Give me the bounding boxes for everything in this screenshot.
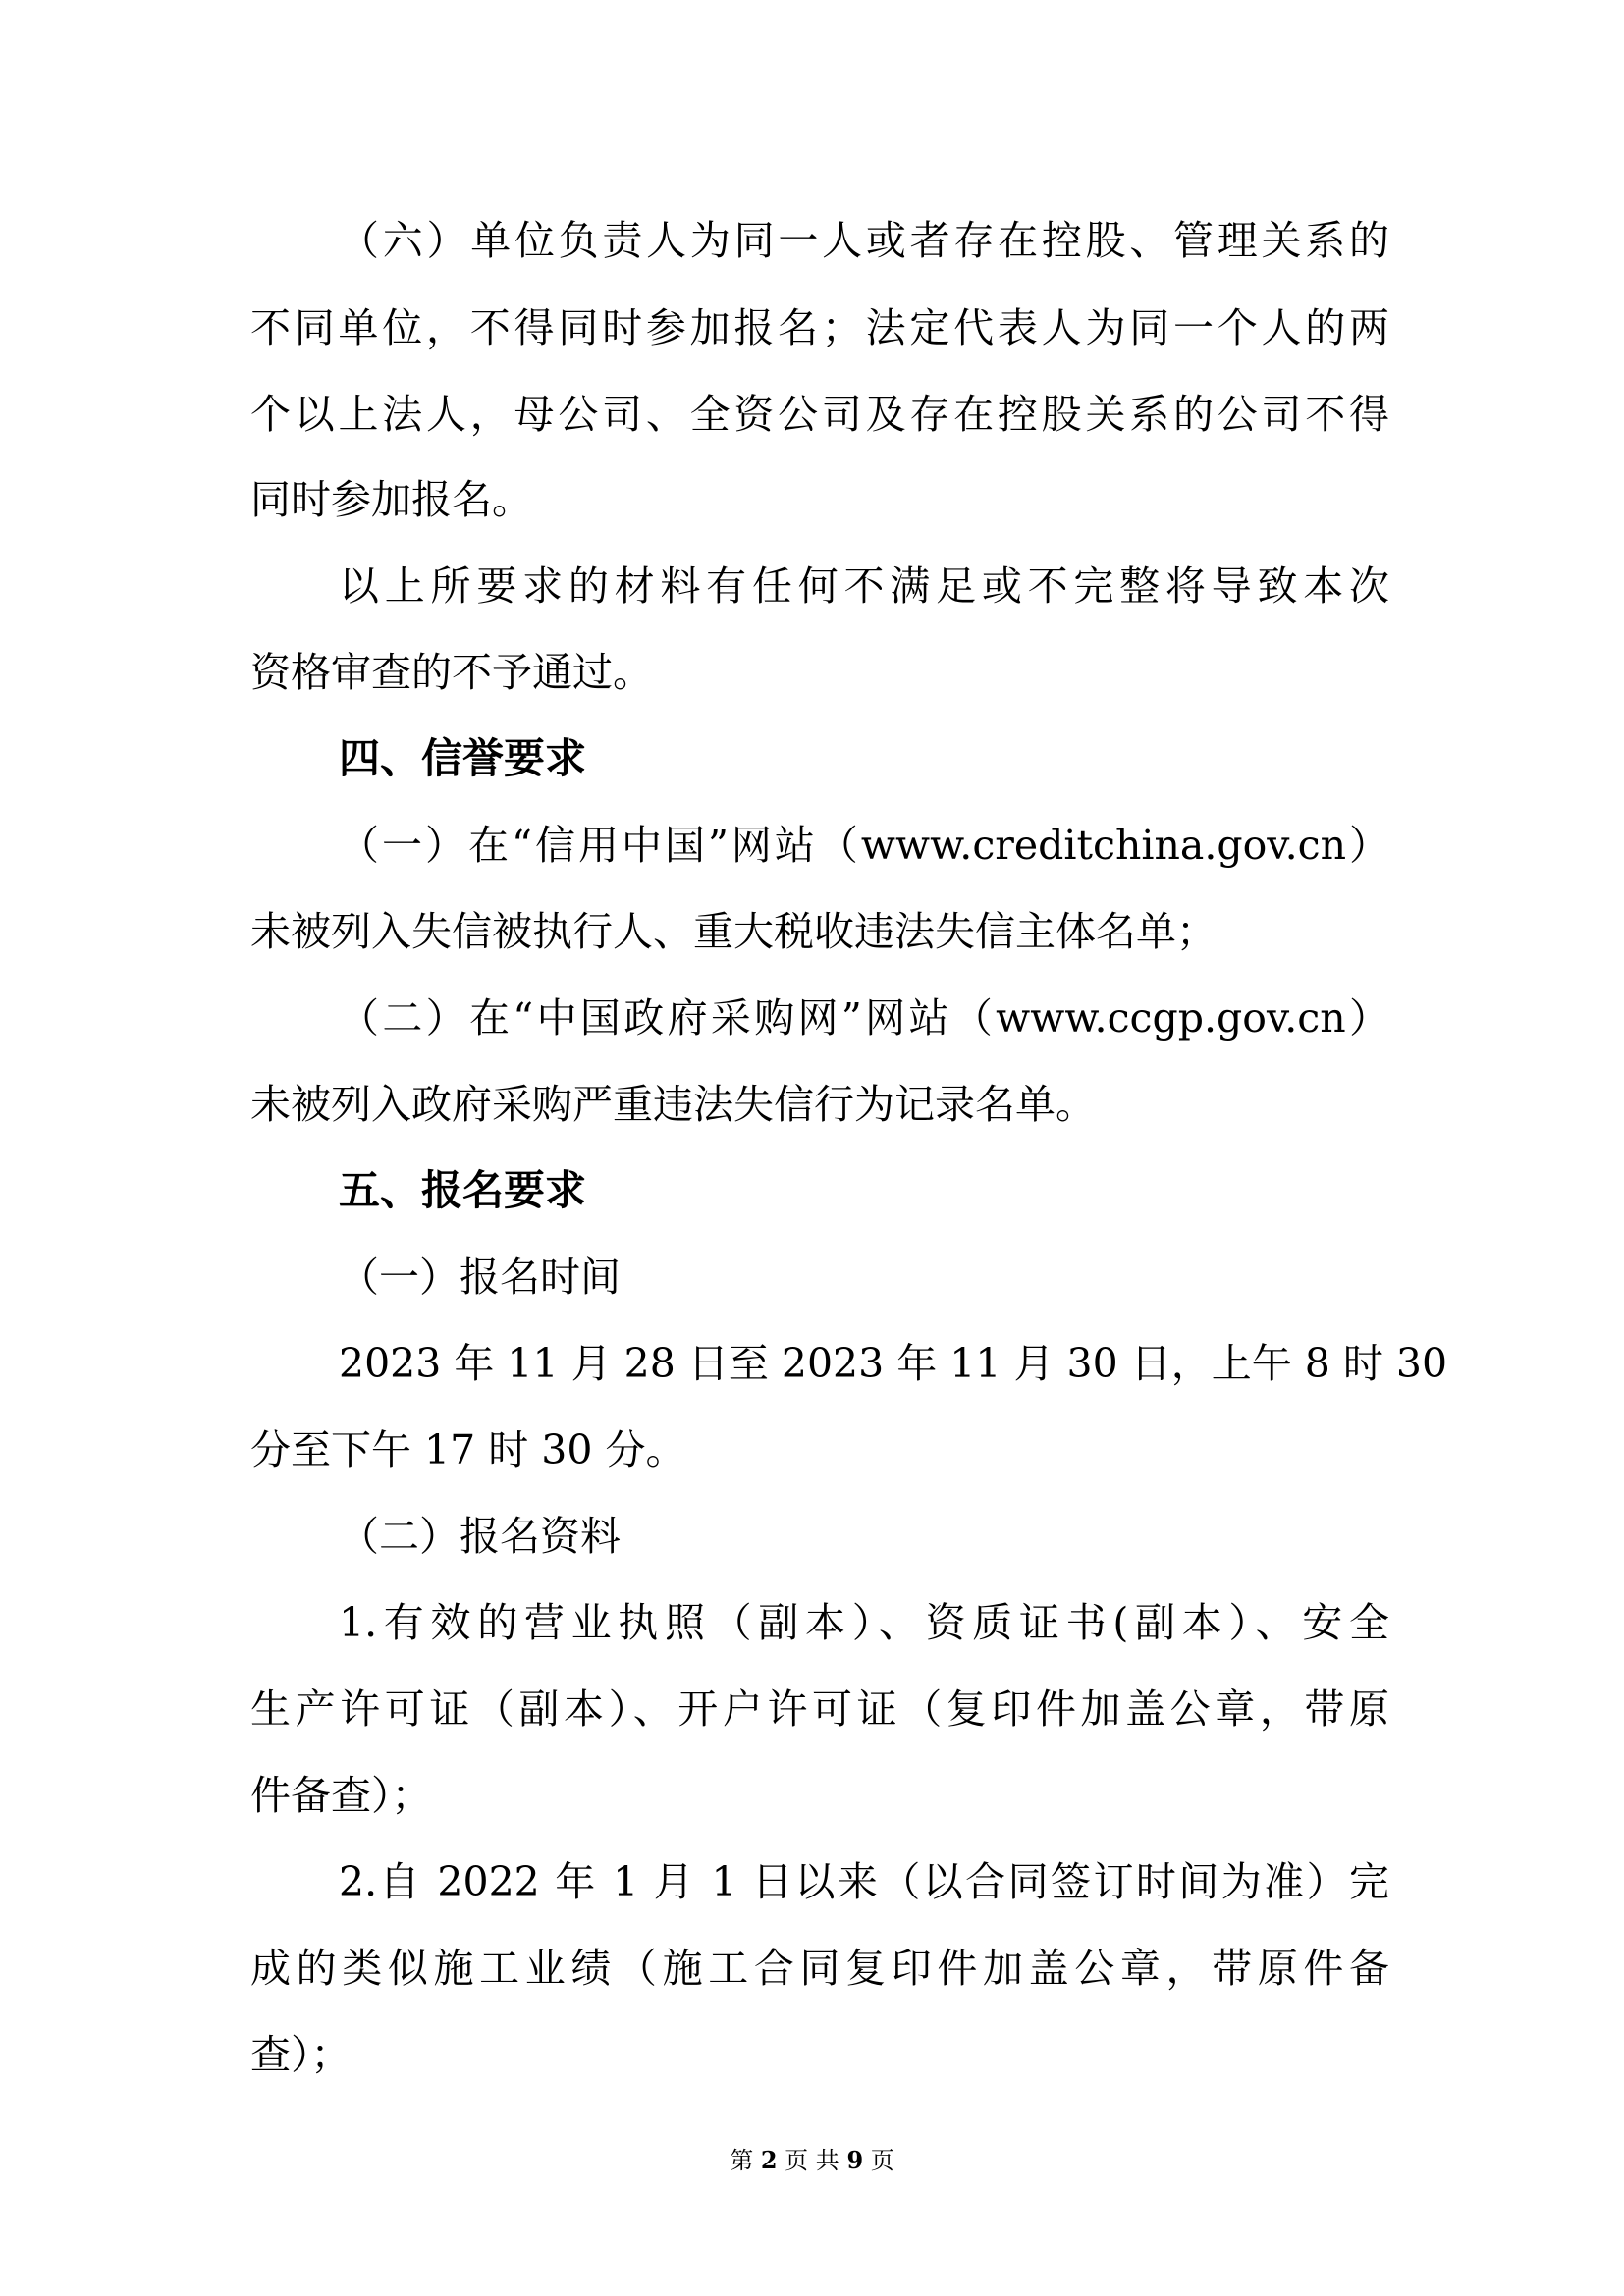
section-4-item-1-line-2: 未被列入失信被执行人、重大税收违法失信主体名单； <box>250 908 1217 955</box>
materials-item-2-line-2: 成的类似施工业绩（施工合同复印件加盖公章，带原件备 <box>250 1945 1389 1992</box>
materials-item-2-line-1: 2.自 2022 年 1 月 1 日以来（以合同签订时间为准）完 <box>339 1858 1389 1905</box>
paragraph-6-line-1: （六）单位负责人为同一人或者存在控股、管理关系的 <box>339 217 1389 264</box>
footer-suffix: 页 <box>870 2147 894 2174</box>
section-4-item-2-line-2: 未被列入政府采购严重违法失信行为记录名单。 <box>250 1081 1096 1128</box>
registration-time-line-2: 分至下午 17 时 30 分。 <box>250 1426 686 1473</box>
paragraph-6-line-3: 个以上法人，母公司、全资公司及存在控股关系的公司不得 <box>250 391 1389 438</box>
materials-item-2-line-3: 查）； <box>250 2031 352 2078</box>
section-5-heading: 五、报名要求 <box>339 1166 587 1214</box>
footer-total-pages: 9 <box>846 2146 864 2174</box>
materials-item-1-line-3: 件备查）； <box>250 1772 432 1819</box>
footer-page-number: 2 <box>760 2146 778 2174</box>
materials-item-1-line-1: 1.有效的营业执照（副本）、资质证书(副本）、安全 <box>339 1599 1389 1646</box>
materials-note-line-1: 以上所要求的材料有任何不满足或不完整将导致本次 <box>339 562 1389 610</box>
section-5-sub-2-title: （二）报名资料 <box>339 1513 621 1560</box>
paragraph-6-line-4: 同时参加报名。 <box>250 476 532 523</box>
section-4-item-2-line-1: （二）在“中国政府采购网”网站（www.ccgp.gov.cn） <box>339 994 1389 1041</box>
registration-time-line-1: 2023 年 11 月 28 日至 2023 年 11 月 30 日，上午 8 时 30 <box>339 1340 1448 1387</box>
page-footer <box>0 2146 1624 2175</box>
section-4-heading: 四、信誉要求 <box>339 734 587 782</box>
materials-note-line-2: 资格审查的不予通过。 <box>250 649 653 696</box>
footer-middle: 页 共 <box>785 2147 839 2174</box>
footer-prefix: 第 <box>730 2147 754 2174</box>
materials-item-1-line-2: 生产许可证（副本）、开户许可证（复印件加盖公章，带原 <box>250 1685 1389 1733</box>
paragraph-6-line-2: 不同单位，不得同时参加报名；法定代表人为同一个人的两 <box>250 304 1389 351</box>
section-4-item-1-line-1: （一）在“信用中国”网站（www.creditchina.gov.cn） <box>339 822 1389 869</box>
section-5-sub-1-title: （一）报名时间 <box>339 1254 621 1301</box>
